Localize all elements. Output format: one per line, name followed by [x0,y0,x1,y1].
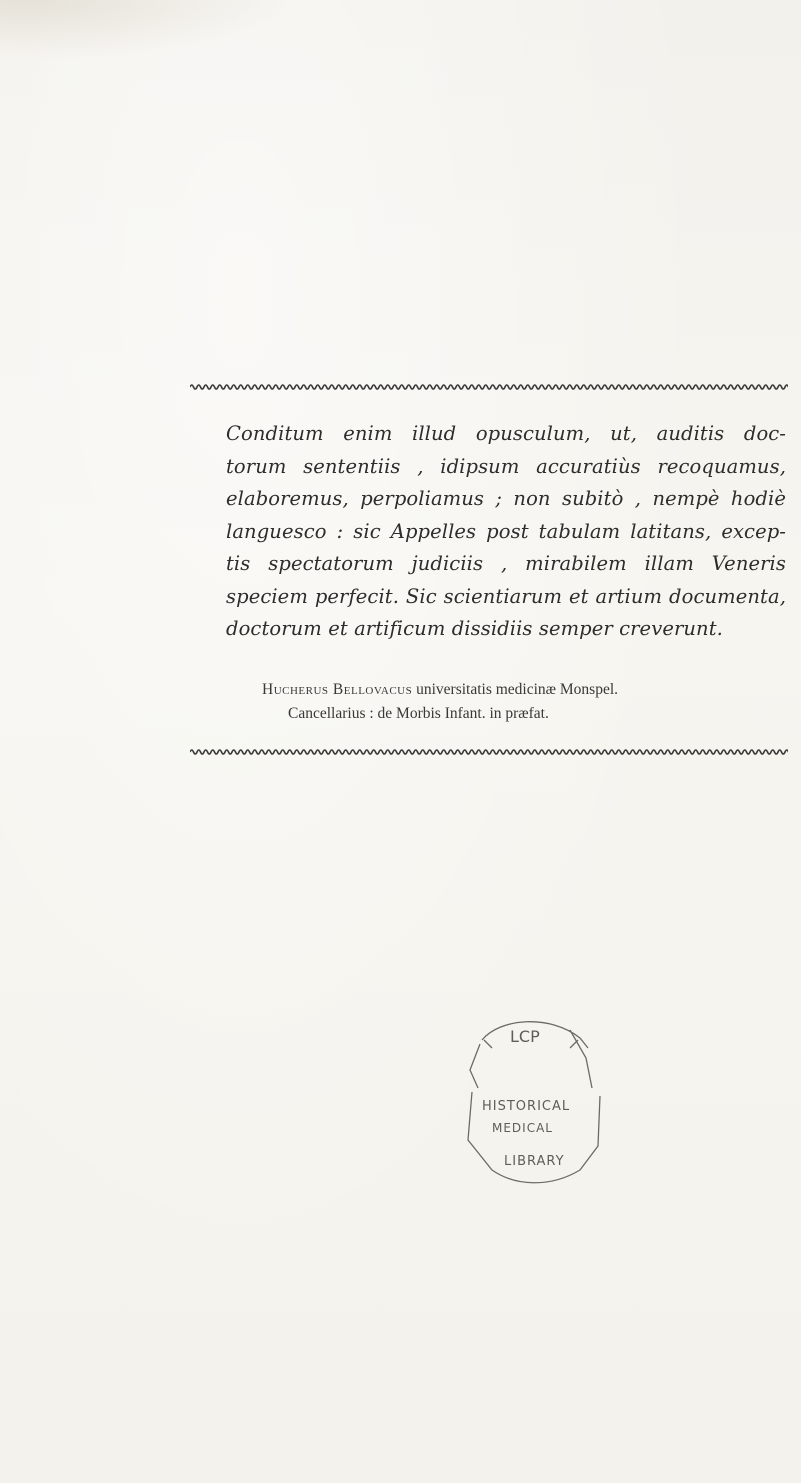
ornament-rule-top-icon [190,382,788,392]
library-stamp [420,1000,630,1200]
stamp-historical-text: HISTORICAL [482,1099,571,1114]
attribution-line-1 [262,678,782,702]
wave-line [190,750,788,754]
ornament-rule-bottom-icon [190,747,788,757]
author-name: Hucherus Bellovacus [262,681,413,698]
author-title: universitatis medicinæ Monspel. [412,681,619,698]
wave-ornament-icon [190,747,788,757]
quote-line: tis spectatorum judiciis , mirabilem illam Veneris [226,552,786,575]
attribution [262,678,782,726]
latin-quote [226,418,786,646]
attribution-line-2: Cancellarius : de Morbis Infant. in præfat. [288,705,549,722]
quote-line: doctorum et artificum dissidiis semper creverunt. [226,617,723,640]
stamp-medical-text: MEDICAL [492,1121,553,1135]
quote-line: elaboremus, perpoliamus ; non subitò , nempè hodiè [226,487,786,510]
quote-line: torum sententiis , idipsum accuratiùs recoquamus, [226,454,786,478]
quote-line: speciem perfecit. Sic scientiarum et artium documenta, [226,584,786,608]
quote-line: languesco : sic Appelles post tabulam latitans, excep- [226,519,786,543]
paper-stain [0,0,300,60]
stamp-top-text: LCP [510,1027,540,1046]
wave-ornament-icon [190,382,788,392]
library-stamp-icon [420,1000,630,1200]
quote-line: Conditum enim illud opusculum, ut, auditis doc- [226,422,786,445]
stamp-library-text: LIBRARY [504,1154,565,1169]
wave-line [190,385,788,389]
